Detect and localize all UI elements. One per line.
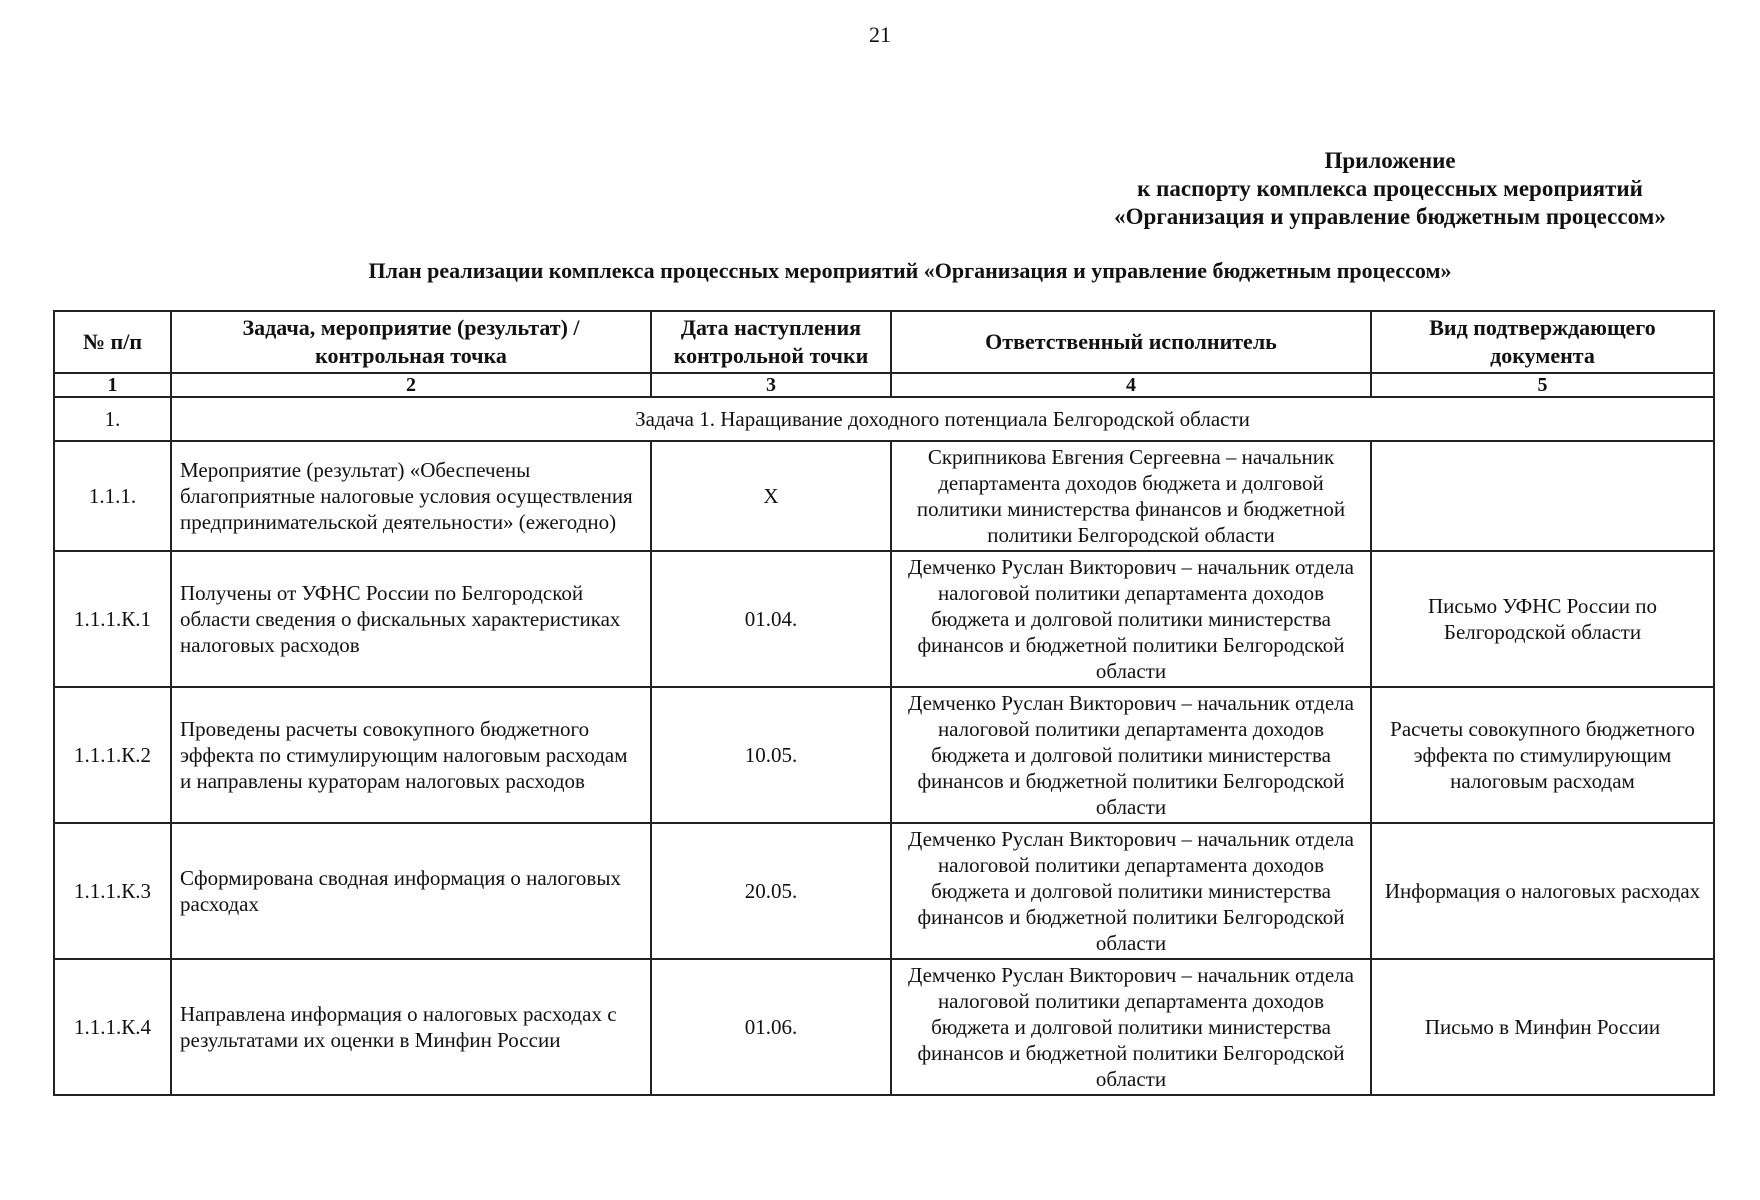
row-executor: Демченко Руслан Викторович – начальник отдела налоговой политики департамента доходов бюджета и долговой политики министерства финансов и бюджетной политики Белгородской области [891, 959, 1371, 1095]
appendix-header [1065, 147, 1715, 231]
table-row [54, 687, 1714, 823]
row-executor: Демченко Руслан Викторович – начальник отдела налоговой политики департамента доходов бюджета и долговой политики министерства финансов и бюджетной политики Белгородской области [891, 687, 1371, 823]
column-number: 3 [651, 373, 891, 397]
task-title: Задача 1. Наращивание доходного потенциала Белгородской области [171, 397, 1714, 441]
header-num: № п/п [54, 311, 171, 373]
column-number: 1 [54, 373, 171, 397]
appendix-line-3: «Организация и управление бюджетным процессом» [1114, 204, 1666, 229]
header-doc: Вид подтверждающего документа [1371, 311, 1714, 373]
row-num: 1.1.1.К.4 [54, 959, 171, 1095]
column-number: 5 [1371, 373, 1714, 397]
row-num: 1.1.1.К.3 [54, 823, 171, 959]
row-doc: Информация о налоговых расходах [1371, 823, 1714, 959]
row-executor: Демченко Руслан Викторович – начальник отдела налоговой политики департамента доходов бюджета и долговой политики министерства финансов и бюджетной политики Белгородской области [891, 823, 1371, 959]
row-date: 20.05. [651, 823, 891, 959]
row-doc: Расчеты совокупного бюджетного эффекта по стимулирующим налоговым расходам [1371, 687, 1714, 823]
row-num: 1.1.1.К.1 [54, 551, 171, 687]
appendix-line-2: к паспорту комплекса процессных мероприятий [1137, 176, 1643, 201]
header-executor: Ответственный исполнитель [891, 311, 1371, 373]
row-task: Получены от УФНС России по Белгородской области сведения о фискальных характеристиках налоговых расходов [171, 551, 651, 687]
column-number: 2 [171, 373, 651, 397]
table-row [54, 823, 1714, 959]
row-executor: Демченко Руслан Викторович – начальник отдела налоговой политики департамента доходов бюджета и долговой политики министерства финансов и бюджетной политики Белгородской области [891, 551, 1371, 687]
header-task: Задача, мероприятие (результат) / контрольная точка [171, 311, 651, 373]
table-row [54, 551, 1714, 687]
table-row [54, 959, 1714, 1095]
row-num: 1.1.1.К.2 [54, 687, 171, 823]
column-number-row [54, 373, 1714, 397]
row-date: 01.06. [651, 959, 891, 1095]
task-num: 1. [54, 397, 171, 441]
row-doc: Письмо УФНС России по Белгородской области [1371, 551, 1714, 687]
row-executor: Скрипникова Евгения Сергеевна – начальник департамента доходов бюджета и долговой политики министерства финансов и бюджетной политики Белгородской области [891, 441, 1371, 551]
row-num: 1.1.1. [54, 441, 171, 551]
plan-title: План реализации комплекса процессных мероприятий «Организация и управление бюджетным процессом» [368, 258, 1452, 283]
task-row [54, 397, 1714, 441]
page-number: 21 [869, 22, 891, 47]
row-date: 10.05. [651, 687, 891, 823]
row-task: Сформирована сводная информация о налоговых расходах [171, 823, 651, 959]
row-date: 01.04. [651, 551, 891, 687]
row-task: Мероприятие (результат) «Обеспечены благоприятные налоговые условия осуществления предпринимательской деятельности» (ежегодно) [171, 441, 651, 551]
table-row [54, 441, 1714, 551]
appendix-line-1: Приложение [1324, 148, 1456, 173]
header-date: Дата наступления контрольной точки [651, 311, 891, 373]
column-number: 4 [891, 373, 1371, 397]
row-doc [1371, 441, 1714, 551]
row-task: Проведены расчеты совокупного бюджетного эффекта по стимулирующим налоговым расходам и направлены кураторам налоговых расходов [171, 687, 651, 823]
table-header-row [54, 311, 1714, 373]
row-doc: Письмо в Минфин России [1371, 959, 1714, 1095]
row-date: Х [651, 441, 891, 551]
plan-table [53, 310, 1715, 1096]
row-task: Направлена информация о налоговых расходах с результатами их оценки в Минфин России [171, 959, 651, 1095]
